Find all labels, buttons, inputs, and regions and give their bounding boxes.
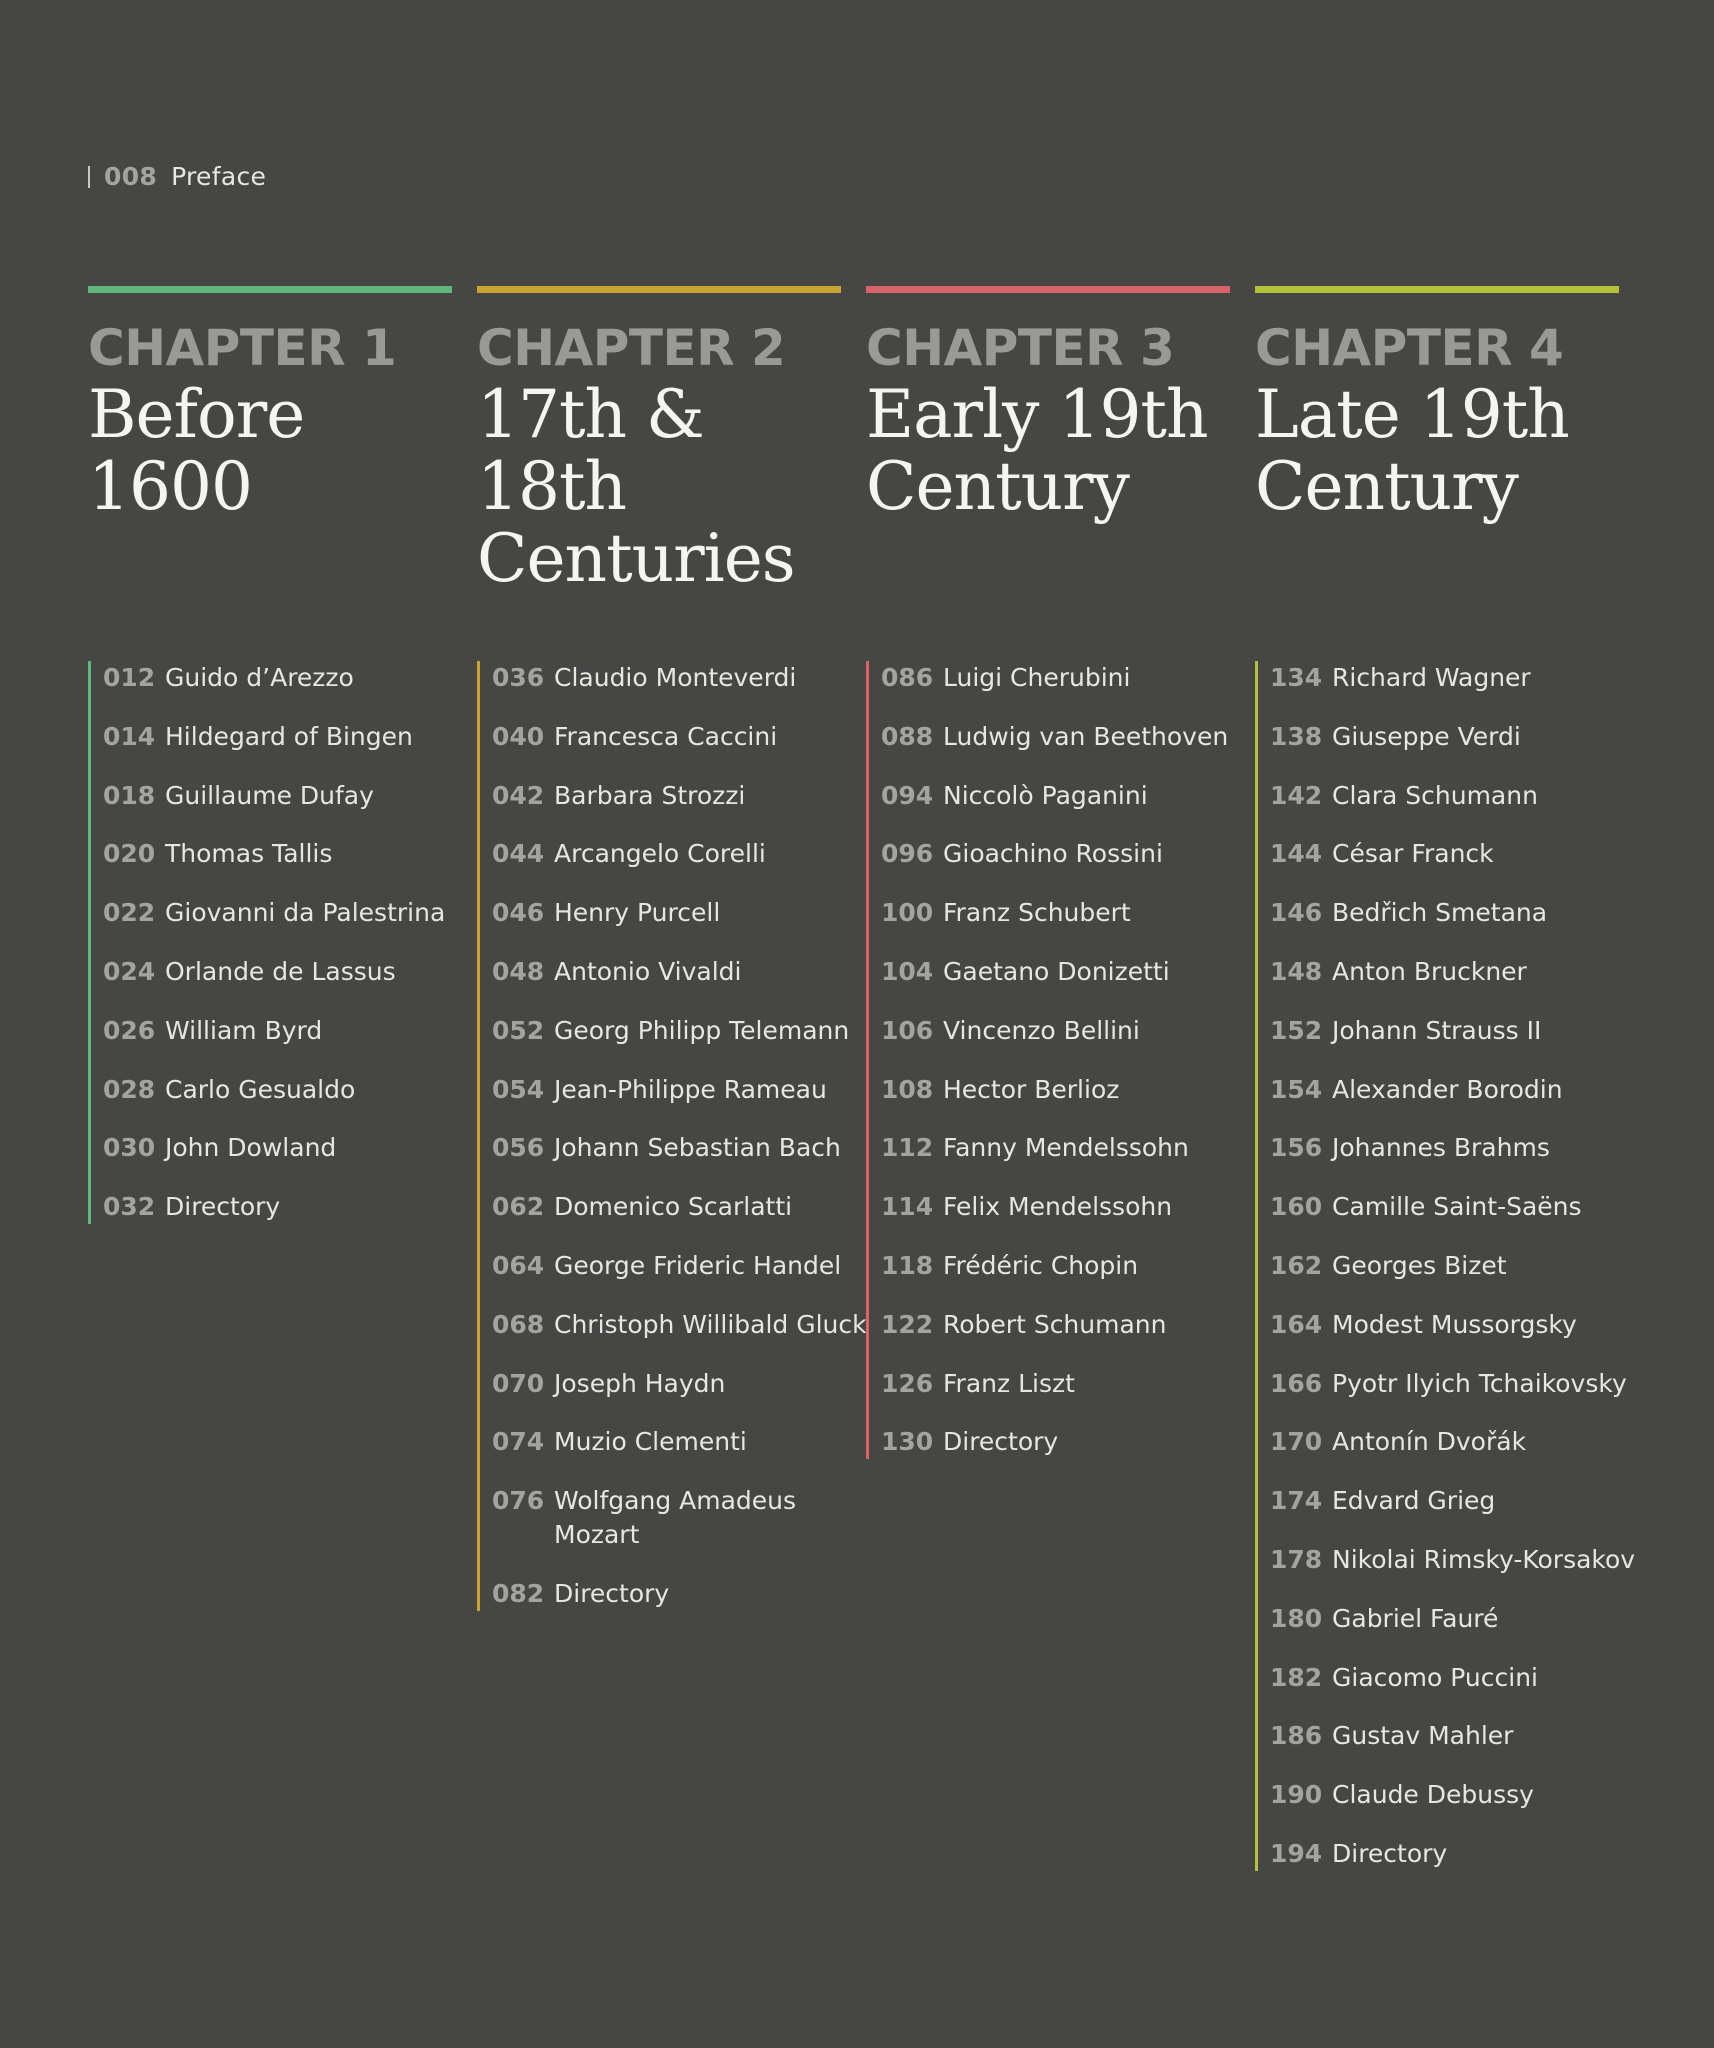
toc-page-number: 186 (1270, 1721, 1323, 1751)
toc-entry[interactable] (492, 1577, 867, 1611)
toc-page-number: 180 (1270, 1603, 1323, 1633)
toc-entry-name: William Byrd (165, 1015, 323, 1045)
toc-entry-name: Arcangelo Corelli (554, 839, 766, 869)
toc-page-number: 042 (492, 780, 545, 810)
toc-page-number: 012 (103, 663, 156, 692)
toc-page-number: 088 (881, 721, 934, 751)
toc-entry[interactable] (1270, 1073, 1635, 1107)
toc-entry-name: Directory (1332, 1838, 1448, 1868)
toc-entry[interactable] (881, 661, 1228, 695)
toc-entry-name: Giuseppe Verdi (1332, 721, 1521, 751)
toc-entry[interactable] (492, 720, 867, 754)
toc-entry-name: Camille Saint-Saëns (1332, 1192, 1582, 1222)
toc-page-number: 148 (1270, 956, 1323, 986)
preface-label: Preface (171, 162, 267, 191)
toc-page-number: 114 (881, 1192, 934, 1222)
toc-page-number: 134 (1270, 663, 1323, 692)
toc-entry[interactable] (881, 1014, 1228, 1048)
toc-entry-name: John Dowland (165, 1133, 337, 1163)
toc-entry[interactable] (492, 779, 867, 813)
toc-entry[interactable] (1270, 1602, 1635, 1636)
preface-entry[interactable] (88, 162, 266, 191)
toc-page-number: 166 (1270, 1368, 1323, 1398)
toc-page-number: 030 (103, 1133, 156, 1163)
toc-entry[interactable] (1270, 1131, 1635, 1165)
toc-entry-name: César Franck (1332, 839, 1494, 869)
toc-entry-name: Anton Bruckner (1332, 956, 1527, 986)
toc-entry-name: Felix Mendelssohn (943, 1192, 1173, 1222)
toc-page-number: 028 (103, 1074, 156, 1104)
toc-entry-name: Wolfgang Amadeus Mozart (554, 1486, 797, 1550)
toc-entry[interactable] (881, 1190, 1228, 1224)
chapter-4-label: CHAPTER 4 (1255, 319, 1564, 377)
chapter-2-title (477, 376, 841, 597)
toc-entry[interactable] (1270, 661, 1635, 695)
toc-page-number: 146 (1270, 898, 1323, 928)
toc-entry[interactable] (492, 896, 867, 930)
toc-page-number: 138 (1270, 721, 1323, 751)
chapter-3-entries (866, 661, 1228, 1459)
toc-page-number: 108 (881, 1074, 934, 1104)
toc-entry-name: Carlo Gesualdo (165, 1074, 356, 1104)
toc-entry-name: Robert Schumann (943, 1309, 1167, 1339)
toc-entry[interactable] (1270, 1778, 1635, 1812)
toc-page-number: 094 (881, 780, 934, 810)
toc-entry[interactable] (103, 1014, 445, 1048)
toc-entry[interactable] (103, 661, 445, 695)
chapter-1-label: CHAPTER 1 (88, 319, 397, 377)
toc-page-number: 160 (1270, 1192, 1323, 1222)
toc-page-number: 036 (492, 663, 545, 692)
chapter-1-title-line: 1600 (88, 448, 252, 525)
toc-entry-name: Directory (943, 1427, 1059, 1457)
toc-entry[interactable] (103, 720, 445, 754)
toc-entry[interactable] (1270, 1190, 1635, 1224)
toc-entry-name: Barbara Strozzi (554, 780, 746, 810)
toc-entry[interactable] (492, 1425, 867, 1459)
toc-page-number: 104 (881, 956, 934, 986)
toc-entry-name: Claudio Monteverdi (554, 663, 797, 692)
toc-entry[interactable] (492, 1249, 867, 1283)
toc-entry[interactable] (1270, 1014, 1635, 1048)
chapter-1-entries (88, 661, 445, 1224)
toc-entry-name: Gustav Mahler (1332, 1721, 1514, 1751)
chapter-2-header (477, 286, 841, 595)
preface-divider (88, 166, 90, 188)
toc-entry-name: Hildegard of Bingen (165, 721, 413, 751)
toc-entry-name: Jean-Philippe Rameau (554, 1074, 827, 1104)
toc-entry[interactable] (492, 1367, 867, 1401)
toc-entry[interactable] (881, 1073, 1228, 1107)
toc-page-number: 164 (1270, 1309, 1323, 1339)
toc-page-number: 170 (1270, 1427, 1323, 1457)
toc-entry[interactable] (1270, 955, 1635, 989)
toc-entry-name: Pyotr Ilyich Tchaikovsky (1332, 1368, 1627, 1398)
chapter-3-color-rule (866, 286, 1230, 293)
toc-entry-name: Domenico Scarlatti (554, 1192, 793, 1222)
toc-entry-name: Francesca Caccini (554, 721, 778, 751)
toc-page-number: 032 (103, 1192, 156, 1222)
toc-entry-name: Guido d’Arezzo (165, 663, 354, 692)
toc-page-number: 154 (1270, 1074, 1323, 1104)
toc-page-number: 026 (103, 1015, 156, 1045)
toc-entry[interactable] (881, 779, 1228, 813)
toc-page-number: 086 (881, 663, 934, 692)
toc-page-number: 144 (1270, 839, 1323, 869)
chapter-2-entries (477, 661, 867, 1611)
toc-page-number: 068 (492, 1309, 545, 1339)
toc-entry[interactable] (881, 720, 1228, 754)
toc-entry-name: Georg Philipp Telemann (554, 1015, 850, 1045)
toc-entry-name: Nikolai Rimsky-Korsakov (1332, 1544, 1636, 1574)
toc-entry[interactable] (492, 661, 867, 695)
toc-page-number: 178 (1270, 1544, 1323, 1574)
chapter-2-label: CHAPTER 2 (477, 319, 786, 377)
toc-entry-name: Georges Bizet (1332, 1250, 1507, 1280)
toc-entry[interactable] (1270, 1719, 1635, 1753)
toc-entry[interactable] (881, 1308, 1228, 1342)
toc-page-number: 076 (492, 1486, 545, 1516)
toc-entry-name: Hector Berlioz (943, 1074, 1120, 1104)
chapter-4-color-rule (1255, 286, 1619, 293)
chapter-2-title-line: Centuries (477, 520, 795, 597)
toc-page-number: 022 (103, 898, 156, 928)
toc-page-number: 194 (1270, 1838, 1323, 1868)
toc-page-number: 054 (492, 1074, 545, 1104)
toc-page-number: 046 (492, 898, 545, 928)
toc-entry[interactable] (881, 896, 1228, 930)
toc-entry[interactable] (1270, 1249, 1635, 1283)
toc-page-number: 048 (492, 956, 545, 986)
toc-entry[interactable] (103, 896, 445, 930)
toc-page-number: 040 (492, 721, 545, 751)
toc-entry-name: Henry Purcell (554, 898, 721, 928)
toc-entry-name: Edvard Grieg (1332, 1486, 1496, 1516)
toc-page-number: 100 (881, 898, 934, 928)
chapter-1-title-line: Before (88, 376, 305, 453)
toc-entry-name: Modest Mussorgsky (1332, 1309, 1577, 1339)
toc-entry-name: Niccolò Paganini (943, 780, 1148, 810)
chapter-1-header (88, 286, 452, 523)
toc-page-number: 082 (492, 1578, 545, 1608)
toc-entry[interactable] (1270, 720, 1635, 754)
toc-entry-name: Clara Schumann (1332, 780, 1538, 810)
toc-entry-name: Johannes Brahms (1332, 1133, 1550, 1163)
toc-entry-name: Gaetano Donizetti (943, 956, 1170, 986)
toc-entry-name: Christoph Willibald Gluck (554, 1309, 867, 1339)
toc-entry-name: Vincenzo Bellini (943, 1015, 1140, 1045)
toc-page-number: 174 (1270, 1486, 1323, 1516)
toc-page-number: 052 (492, 1015, 545, 1045)
toc-page-number: 118 (881, 1250, 934, 1280)
toc-page-number: 112 (881, 1133, 934, 1163)
toc-entry[interactable] (492, 955, 867, 989)
toc-entry[interactable] (492, 1131, 867, 1165)
chapter-4-header (1255, 286, 1619, 523)
toc-entry[interactable] (492, 1190, 867, 1224)
toc-entry-name: Ludwig van Beethoven (943, 721, 1229, 751)
chapter-2-color-rule (477, 286, 841, 293)
toc-entry[interactable] (103, 955, 445, 989)
toc-entry-name: Giovanni da Palestrina (165, 898, 446, 928)
toc-entry[interactable] (1270, 1543, 1635, 1577)
toc-entry[interactable] (103, 1131, 445, 1165)
toc-entry[interactable] (1270, 1425, 1635, 1459)
toc-entry[interactable] (492, 1308, 867, 1342)
toc-page-number: 014 (103, 721, 156, 751)
toc-page-number: 096 (881, 839, 934, 869)
toc-page-number: 074 (492, 1427, 545, 1457)
toc-page-number: 106 (881, 1015, 934, 1045)
toc-entry-name: Guillaume Dufay (165, 780, 374, 810)
toc-entry[interactable] (1270, 1367, 1635, 1401)
chapter-3-title (866, 376, 1230, 525)
toc-entry[interactable] (881, 837, 1228, 871)
toc-entry[interactable] (1270, 1837, 1635, 1871)
toc-entry[interactable] (881, 1131, 1228, 1165)
toc-entry-name: Richard Wagner (1332, 663, 1531, 692)
chapter-1-title (88, 376, 452, 525)
toc-entry-name: Gioachino Rossini (943, 839, 1163, 869)
toc-entry[interactable] (103, 1190, 445, 1224)
toc-page-number: 018 (103, 780, 156, 810)
toc-entry-name: Directory (165, 1192, 281, 1222)
toc-entry-name: Joseph Haydn (554, 1368, 726, 1398)
toc-entry[interactable] (492, 1484, 867, 1552)
toc-entry-name: Fanny Mendelssohn (943, 1133, 1189, 1163)
toc-entry[interactable] (103, 779, 445, 813)
toc-entry-name: Thomas Tallis (165, 839, 333, 869)
toc-page-number: 056 (492, 1133, 545, 1163)
toc-entry[interactable] (1270, 837, 1635, 871)
toc-entry[interactable] (492, 1073, 867, 1107)
toc-entry-name: Giacomo Puccini (1332, 1662, 1538, 1692)
toc-page-number: 062 (492, 1192, 545, 1222)
toc-entry[interactable] (1270, 1484, 1635, 1518)
toc-entry-name: Directory (554, 1578, 670, 1608)
toc-page-number: 152 (1270, 1015, 1323, 1045)
chapter-3-title-line: Early 19th (866, 376, 1208, 453)
chapter-4-title-line: Century (1255, 448, 1518, 525)
chapter-4-title (1255, 376, 1619, 525)
toc-entry-name: Frédéric Chopin (943, 1250, 1139, 1280)
toc-page-number: 020 (103, 839, 156, 869)
toc-entry-name: Bedřich Smetana (1332, 898, 1548, 928)
toc-entry[interactable] (103, 1073, 445, 1107)
chapter-4-entries (1255, 661, 1635, 1871)
toc-page-number: 122 (881, 1309, 934, 1339)
toc-page-number: 070 (492, 1368, 545, 1398)
toc-entry-name: Franz Liszt (943, 1368, 1075, 1398)
toc-entry-name: Antonín Dvořák (1332, 1427, 1527, 1457)
toc-entry-name: Johann Strauss II (1332, 1015, 1542, 1045)
toc-entry-name: Claude Debussy (1332, 1780, 1534, 1810)
toc-entry[interactable] (881, 955, 1228, 989)
toc-entry[interactable] (492, 1014, 867, 1048)
toc-page-number: 064 (492, 1250, 545, 1280)
toc-entry-name: George Frideric Handel (554, 1250, 842, 1280)
toc-entry[interactable] (1270, 779, 1635, 813)
chapter-4-title-line: Late 19th (1255, 376, 1569, 453)
toc-page-number: 190 (1270, 1780, 1323, 1810)
toc-entry-name: Antonio Vivaldi (554, 956, 742, 986)
toc-entry[interactable] (881, 1425, 1228, 1459)
preface-page-number: 008 (104, 162, 158, 191)
toc-entry[interactable] (1270, 1308, 1635, 1342)
toc-entry[interactable] (1270, 1661, 1635, 1695)
toc-page-number: 024 (103, 956, 156, 986)
toc-page-number: 156 (1270, 1133, 1323, 1163)
toc-entry-name: Johann Sebastian Bach (554, 1133, 841, 1163)
chapter-1-color-rule (88, 286, 452, 293)
toc-entry-name: Franz Schubert (943, 898, 1131, 928)
toc-page-number: 044 (492, 839, 545, 869)
toc-page-number: 182 (1270, 1662, 1323, 1692)
toc-entry[interactable] (881, 1367, 1228, 1401)
toc-entry-name: Gabriel Fauré (1332, 1603, 1499, 1633)
chapter-3-title-line: Century (866, 448, 1129, 525)
toc-page-number: 130 (881, 1427, 934, 1457)
toc-page-number: 162 (1270, 1250, 1323, 1280)
toc-entry-name: Alexander Borodin (1332, 1074, 1563, 1104)
toc-entry[interactable] (881, 1249, 1228, 1283)
chapter-2-title-line: 17th & (477, 376, 704, 453)
chapter-2-title-line: 18th (477, 448, 627, 525)
toc-entry[interactable] (1270, 896, 1635, 930)
toc-page-number: 142 (1270, 780, 1323, 810)
toc-entry-name: Muzio Clementi (554, 1427, 747, 1457)
chapter-3-header (866, 286, 1230, 523)
toc-page-number: 126 (881, 1368, 934, 1398)
chapter-3-label: CHAPTER 3 (866, 319, 1175, 377)
toc-entry-name: Orlande de Lassus (165, 956, 396, 986)
toc-entry[interactable] (103, 837, 445, 871)
toc-entry-name: Luigi Cherubini (943, 663, 1131, 692)
toc-entry[interactable] (492, 837, 867, 871)
